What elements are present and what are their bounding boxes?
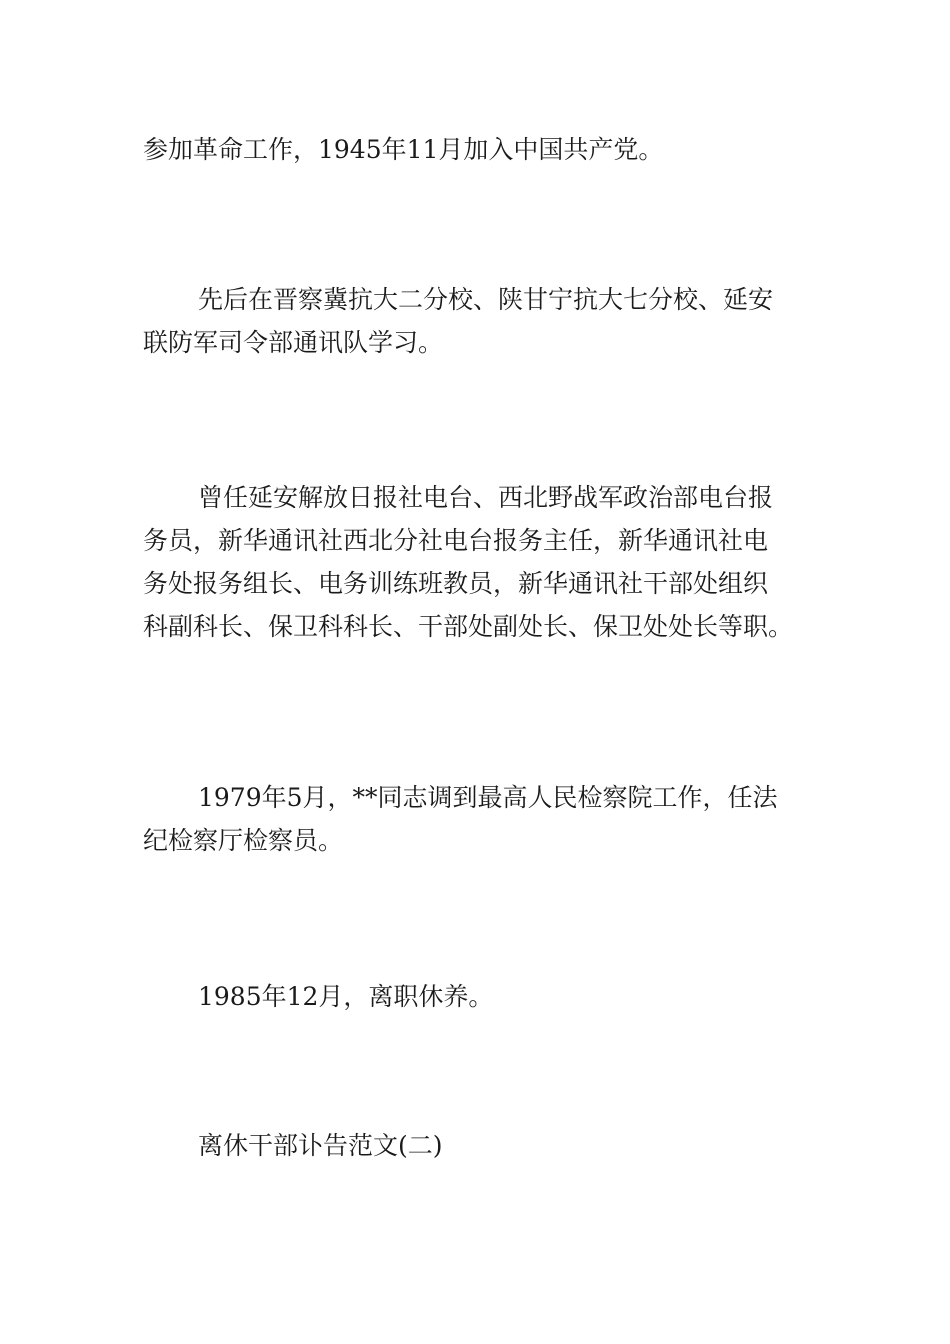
text-line: 1979年5月，**同志调到最高人民检察院工作，任法 <box>198 783 778 812</box>
text-line: 曾任延安解放日报社电台、西北野战军政治部电台报 <box>198 483 774 512</box>
text-line: 务员，新华通讯社西北分社电台报务主任，新华通讯社电 <box>143 526 769 555</box>
paragraph-positions <box>143 476 808 648</box>
text-line: 科副科长、保卫科科长、干部处副处长、保卫处处长等职。 <box>143 612 794 641</box>
text-line: 参加革命工作，1945年11月加入中国共产党。 <box>143 135 664 164</box>
text-line: 先后在晋察冀抗大二分校、陕甘宁抗大七分校、延安 <box>198 285 774 314</box>
paragraph-retirement <box>143 975 808 1018</box>
text-line: 联防军司令部通讯队学习。 <box>143 328 444 357</box>
text-line: 离休干部讣告范文(二) <box>198 1131 443 1160</box>
paragraph-joining-revolution <box>143 128 808 171</box>
paragraph-education <box>143 278 808 364</box>
section-heading <box>143 1124 808 1167</box>
text-line: 1985年12月，离职休养。 <box>198 982 494 1011</box>
text-line: 纪检察厅检察员。 <box>143 826 344 855</box>
paragraph-procuratorate <box>143 776 808 862</box>
text-line: 务处报务组长、电务训练班教员，新华通讯社干部处组织 <box>143 569 769 598</box>
